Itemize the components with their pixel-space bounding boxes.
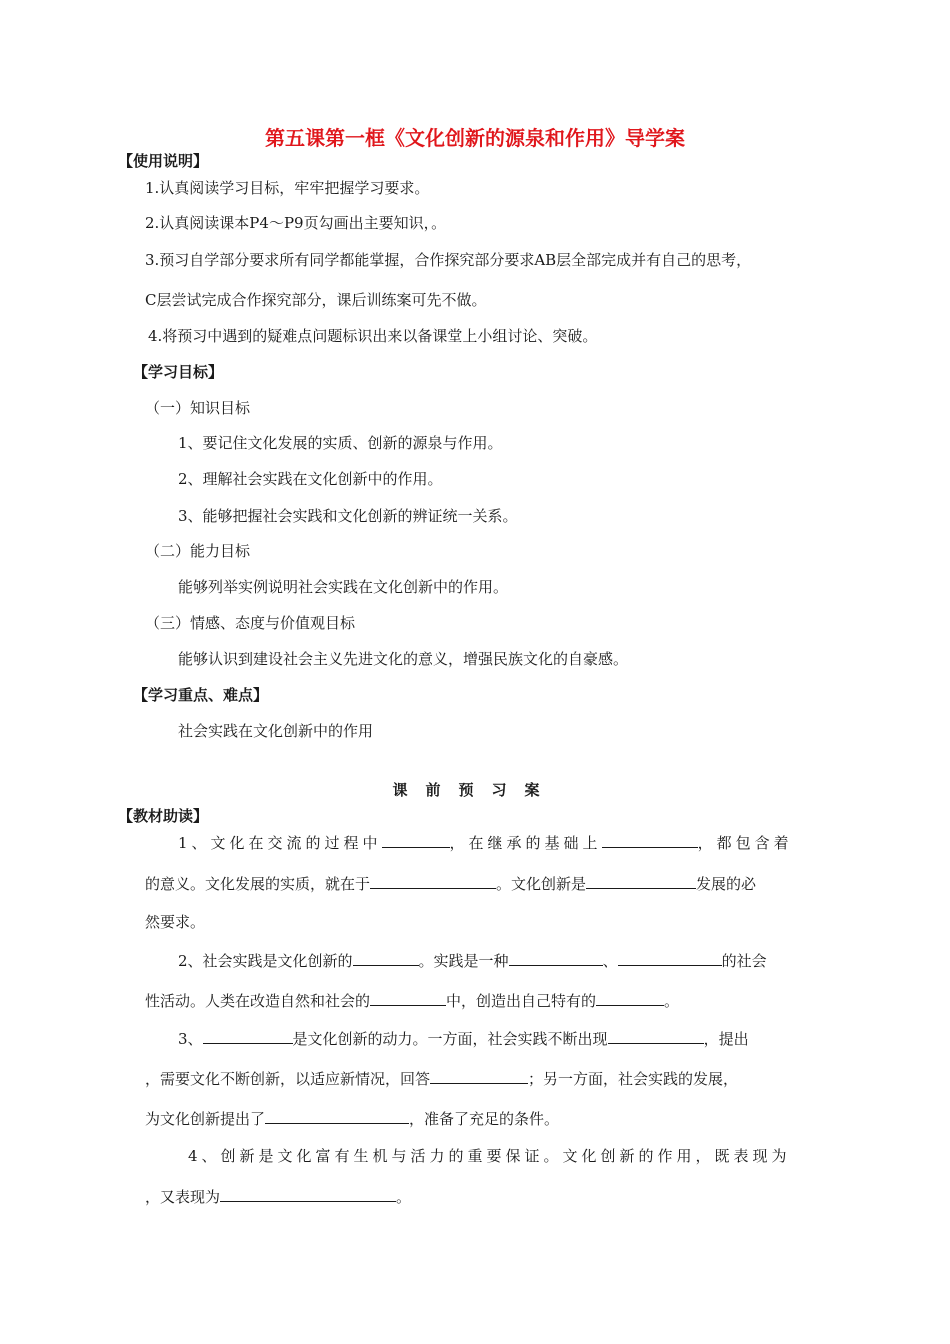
usage-item-3: 3.预习自学部分要求所有同学都能掌握，合作探究部分要求AB层全部完成并有自己的思考， <box>145 251 752 269</box>
q2-blank-5[interactable] <box>596 990 664 1006</box>
q3-text-a: 3、 <box>178 1030 203 1048</box>
q2-blank-1[interactable] <box>353 950 419 966</box>
q1-line-1 <box>178 832 793 853</box>
q2-text-c: 、 <box>602 952 618 970</box>
usage-item-1: 1.认真阅读学习目标，牢牢把握学习要求。 <box>145 179 430 197</box>
q3-text-g: ，准备了充足的条件。 <box>409 1110 560 1128</box>
q1-text-g: 然要求。 <box>145 913 206 931</box>
q3-blank-3[interactable] <box>430 1068 528 1084</box>
q4-line-2 <box>145 1186 411 1207</box>
q1-line-2 <box>145 873 756 894</box>
q3-blank-4[interactable] <box>265 1108 409 1124</box>
ability-goal-title: （二）能力目标 <box>145 542 251 560</box>
q3-line-3 <box>145 1108 559 1129</box>
q2-blank-3[interactable] <box>618 950 722 966</box>
q2-text-a: 2、社会实践是文化创新的 <box>178 952 353 970</box>
knowledge-goal-title: （一）知识目标 <box>145 399 251 417</box>
usage-item-2: 2.认真阅读课本P4～P9页勾画出主要知识，。 <box>145 214 447 232</box>
emotion-goal-title: （三）情感、态度与价值观目标 <box>145 614 356 632</box>
q4-blank-1[interactable] <box>220 1186 396 1202</box>
q4-text-c: 。 <box>396 1188 412 1206</box>
q2-text-e: 性活动。人类在改造自然和社会的 <box>145 992 371 1010</box>
q3-line-2 <box>145 1068 738 1089</box>
q3-line-1 <box>178 1028 749 1049</box>
q2-blank-4[interactable] <box>370 990 446 1006</box>
q1-blank-3[interactable] <box>370 873 496 889</box>
q3-text-b: 是文化创新的动力。一方面，社会实践不断出现 <box>292 1030 608 1048</box>
q1-text-e: 。文化创新是 <box>496 875 587 893</box>
q1-text-b: ，在继承的基础上 <box>449 834 602 852</box>
q2-line-2 <box>145 990 679 1011</box>
usage-heading: 【使用说明】 <box>118 152 209 170</box>
knowledge-goal-2: 2、理解社会实践在文化创新中的作用。 <box>178 470 443 488</box>
q3-blank-1[interactable] <box>203 1028 293 1044</box>
usage-item-4: 4.将预习中遇到的疑难点问题标识出来以备课堂上小组讨论、突破。 <box>148 327 598 345</box>
q3-text-c: ，提出 <box>703 1030 749 1048</box>
preview-heading: 课前预习案 <box>392 781 558 799</box>
q3-text-e: ；另一方面，社会实践的发展， <box>528 1070 739 1088</box>
q2-text-b: 。实践是一种 <box>418 952 509 970</box>
ability-goal-text: 能够列举实例说明社会实践在文化创新中的作用。 <box>178 578 509 596</box>
reading-heading: 【教材助读】 <box>118 807 209 825</box>
q1-text-f: 发展的必 <box>696 875 757 893</box>
q4-text-b: ，又表现为 <box>145 1188 221 1206</box>
q1-text-a: 1、文化在交流的过程中 <box>178 834 382 852</box>
q1-text-c: ，都包含着 <box>697 834 793 852</box>
emotion-goal-text: 能够认识到建设社会主义先进文化的意义，增强民族文化的自豪感。 <box>178 650 629 668</box>
goals-heading: 【学习目标】 <box>133 363 224 381</box>
q2-text-d: 的社会 <box>721 952 767 970</box>
q2-blank-2[interactable] <box>509 950 603 966</box>
usage-item-3-cont: C层尝试完成合作探究部分，课后训练案可先不做。 <box>145 291 487 309</box>
key-points-heading: 【学习重点、难点】 <box>133 686 269 704</box>
key-points-text: 社会实践在文化创新中的作用 <box>178 722 374 740</box>
q1-blank-4[interactable] <box>586 873 696 889</box>
q2-line-1 <box>178 950 767 971</box>
q1-text-d: 的意义。文化发展的实质，就在于 <box>145 875 371 893</box>
q3-text-d: ，需要文化不断创新，以适应新情况，回答 <box>145 1070 431 1088</box>
knowledge-goal-3: 3、能够把握社会实践和文化创新的辨证统一关系。 <box>178 507 518 525</box>
q4-text-a: 4、创新是文化富有生机与活力的重要保证。文化创新的作用，既表现为 <box>188 1147 791 1165</box>
q3-text-f: 为文化创新提出了 <box>145 1110 266 1128</box>
document-title: 第五课第一框《文化创新的源泉和作用》导学案 <box>265 126 685 150</box>
q1-blank-1[interactable] <box>382 832 450 848</box>
q2-text-f: 中，创造出自己特有的 <box>446 992 597 1010</box>
knowledge-goal-1: 1、要记住文化发展的实质、创新的源泉与作用。 <box>178 434 503 452</box>
q3-blank-2[interactable] <box>608 1028 704 1044</box>
q2-text-g: 。 <box>664 992 680 1010</box>
q1-blank-2[interactable] <box>602 832 698 848</box>
